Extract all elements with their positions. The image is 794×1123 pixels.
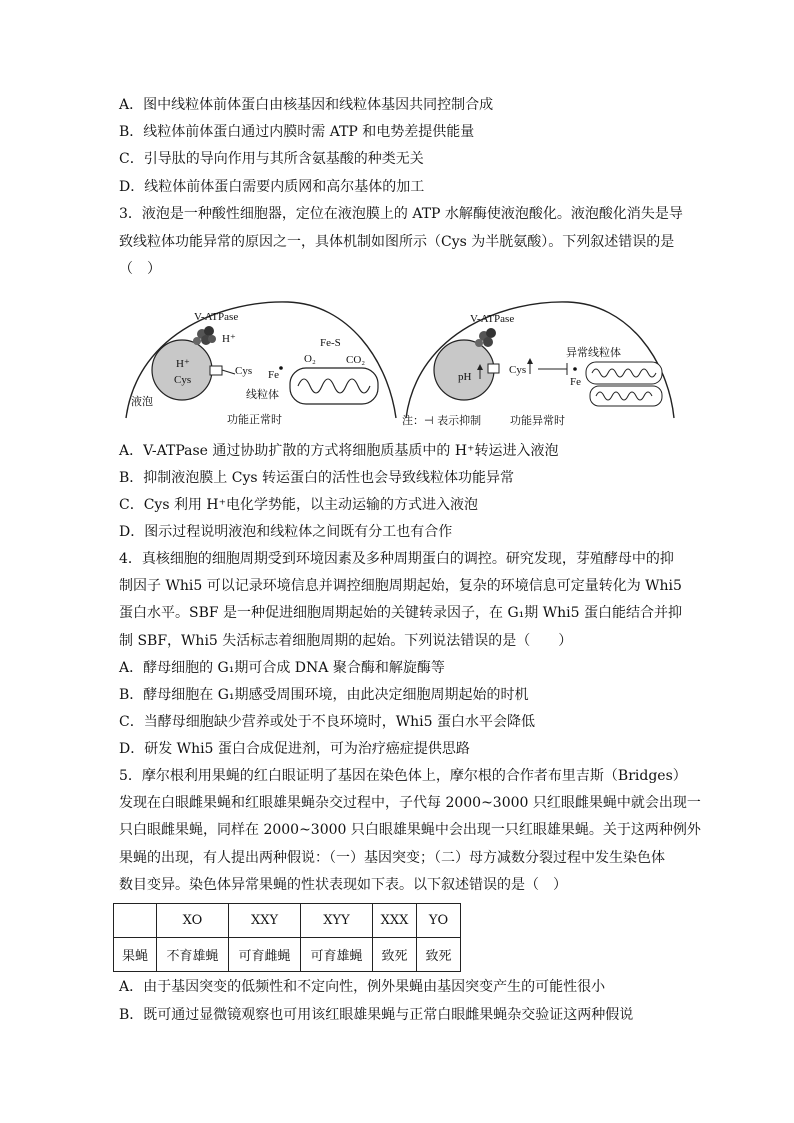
left-o2-label: O₂ (304, 353, 316, 365)
table-row (114, 938, 461, 972)
chromosome-phenotype-table (113, 903, 461, 972)
table-cell: 果蝇 (114, 938, 157, 972)
vatpase-complex (193, 326, 216, 345)
q4-stem-line-1: 4．真核细胞的细胞周期受到环境因素及多种周期蛋白的调控。研究发现，芽殖酵母中的抑 (119, 551, 674, 567)
left-cys-in: Cys (174, 374, 192, 386)
left-fes-label: Fe-S (320, 337, 341, 349)
left-hplus-out: H⁺ (222, 333, 236, 345)
right-abnormal-mito-label: 异常线粒体 (566, 346, 621, 359)
q5-stem-line-3: 只白眼雌果蝇，同样在 2000~3000 只白眼雄果蝇中会出现一只红眼雄果蝇。关于这两种例外 (119, 822, 701, 838)
left-mito-label: 线粒体 (246, 388, 279, 401)
table-header-row (114, 904, 461, 938)
q4-stem-line-3: 蛋白水平。SBF 是一种促进细胞周期起始的关键转录因子，在 G₁期 Whi5 蛋白能结合并抑 (119, 605, 682, 621)
figure-abnormal-panel (402, 302, 674, 427)
left-cys-out: Cys (235, 365, 253, 377)
table-cell: 致死 (373, 938, 417, 972)
table-cell: 不育雄蝇 (157, 938, 229, 972)
q3-option-c: C．Cys 利用 H⁺电化学势能，以主动运输的方式进入液泡 (119, 497, 479, 513)
table-header-cell: XO (157, 904, 229, 938)
table-cell: 致死 (417, 938, 461, 972)
figure-normal-panel (126, 302, 396, 426)
q3-option-b: B．抑制液泡膜上 Cys 转运蛋白的活性也会导致线粒体功能异常 (119, 470, 514, 486)
q5-stem-line-2: 发现在白眼雌果蝇和红眼雄果蝇杂交过程中，子代每 2000~3000 只红眼雌果蝇中就会出现一 (119, 795, 701, 811)
right-caption: 功能异常时 (510, 414, 565, 427)
right-ph-label: pH (458, 371, 472, 383)
left-vatpase-label: V-ATPase (194, 311, 239, 323)
q3-option-a: A．V-ATPase 通过协助扩散的方式将细胞质基质中的 H⁺转运进入液泡 (119, 443, 559, 459)
left-co2-label: CO₂ (346, 354, 366, 366)
vacuole-shape (152, 340, 212, 400)
table-header-cell: YO (417, 904, 461, 938)
table-header-cell: XYY (301, 904, 373, 938)
abnormal-mitochondria-cluster (586, 362, 662, 406)
q3-stem-line-3: （ ） (119, 261, 161, 277)
left-fe-label: Fe (268, 369, 279, 381)
table-header-cell: XXX (373, 904, 417, 938)
q5-stem-line-5: 数目变异。染色体异常果蝇的性状表现如下表。以下叙述错误的是（ ） (119, 877, 567, 893)
q5-stem-line-4: 果蝇的出现，有人提出两种假说：（一）基因突变；（二）母方减数分裂过程中发生染色体 (119, 850, 665, 866)
right-vatpase-label: V-ATPase (470, 313, 515, 325)
table-cell: 可育雌蝇 (229, 938, 301, 972)
q2-option-c: C．引导肽的导向作用与其所含氨基酸的种类无关 (119, 151, 424, 167)
left-vacuole-label: 液泡 (131, 395, 153, 408)
q4-option-c: C．当酵母细胞缺少营养或处于不良环境时，Whi5 蛋白水平会降低 (119, 714, 535, 730)
left-hplus-in: H⁺ (176, 358, 190, 370)
table-cell: 可育雄蝇 (301, 938, 373, 972)
q4-option-d: D．研发 Whi5 蛋白合成促进剂，可为治疗癌症提供思路 (119, 741, 470, 757)
q2-option-b: B．线粒体前体蛋白通过内膜时需 ATP 和电势差提供能量 (119, 124, 475, 140)
right-cys-label: Cys (509, 364, 527, 376)
q5-option-a: A．由于基因突变的低频性和不定向性，例外果蝇由基因突变产生的可能性很小 (119, 979, 606, 995)
q4-option-b: B．酵母细胞在 G₁期感受周围环境，由此决定细胞周期起始的时机 (119, 687, 529, 703)
left-caption: 功能正常时 (227, 413, 282, 426)
q4-option-a: A．酵母细胞的 G₁期可合成 DNA 聚合酶和解旋酶等 (119, 660, 445, 676)
q4-stem-line-4: 制 SBF，Whi5 失活标志着细胞周期的起始。下列说法错误的是（ ） (119, 633, 573, 649)
table-header-cell: XXY (229, 904, 301, 938)
q5-stem-line-1: 5．摩尔根利用果蝇的红白眼证明了基因在染色体上，摩尔根的合作者布里吉斯（Bridges） (119, 768, 687, 784)
q3-stem-line-2: 致线粒体功能异常的原因之一，具体机制如图所示（Cys 为半胱氨酸）。下列叙述错误的是 (119, 234, 675, 250)
q4-stem-line-2: 制因子 Whi5 可以记录环境信息并调控细胞周期起始，复杂的环境信息可定量转化为 Whi5 (119, 578, 682, 594)
right-note: 注：⊣ 表示抑制 (402, 414, 482, 427)
table-header-cell (114, 904, 157, 938)
q3-option-d: D．图示过程说明液泡和线粒体之间既有分工也有合作 (119, 524, 453, 540)
q5-option-b: B．既可通过显微镜观察也可用该红眼雄果蝇与正常白眼雌果蝇杂交验证这两种假说 (119, 1007, 634, 1023)
q2-option-a: A．图中线粒体前体蛋白由核基因和线粒体基因共同控制合成 (119, 97, 494, 113)
q3-stem-line-1: 3．液泡是一种酸性细胞器，定位在液泡膜上的 ATP 水解酶使液泡酸化。液泡酸化消失是导 (119, 206, 683, 222)
right-fe-label: Fe (570, 376, 581, 388)
q3-figure (118, 290, 678, 430)
q2-option-d: D．线粒体前体蛋白需要内质网和高尔基体的加工 (119, 179, 425, 195)
